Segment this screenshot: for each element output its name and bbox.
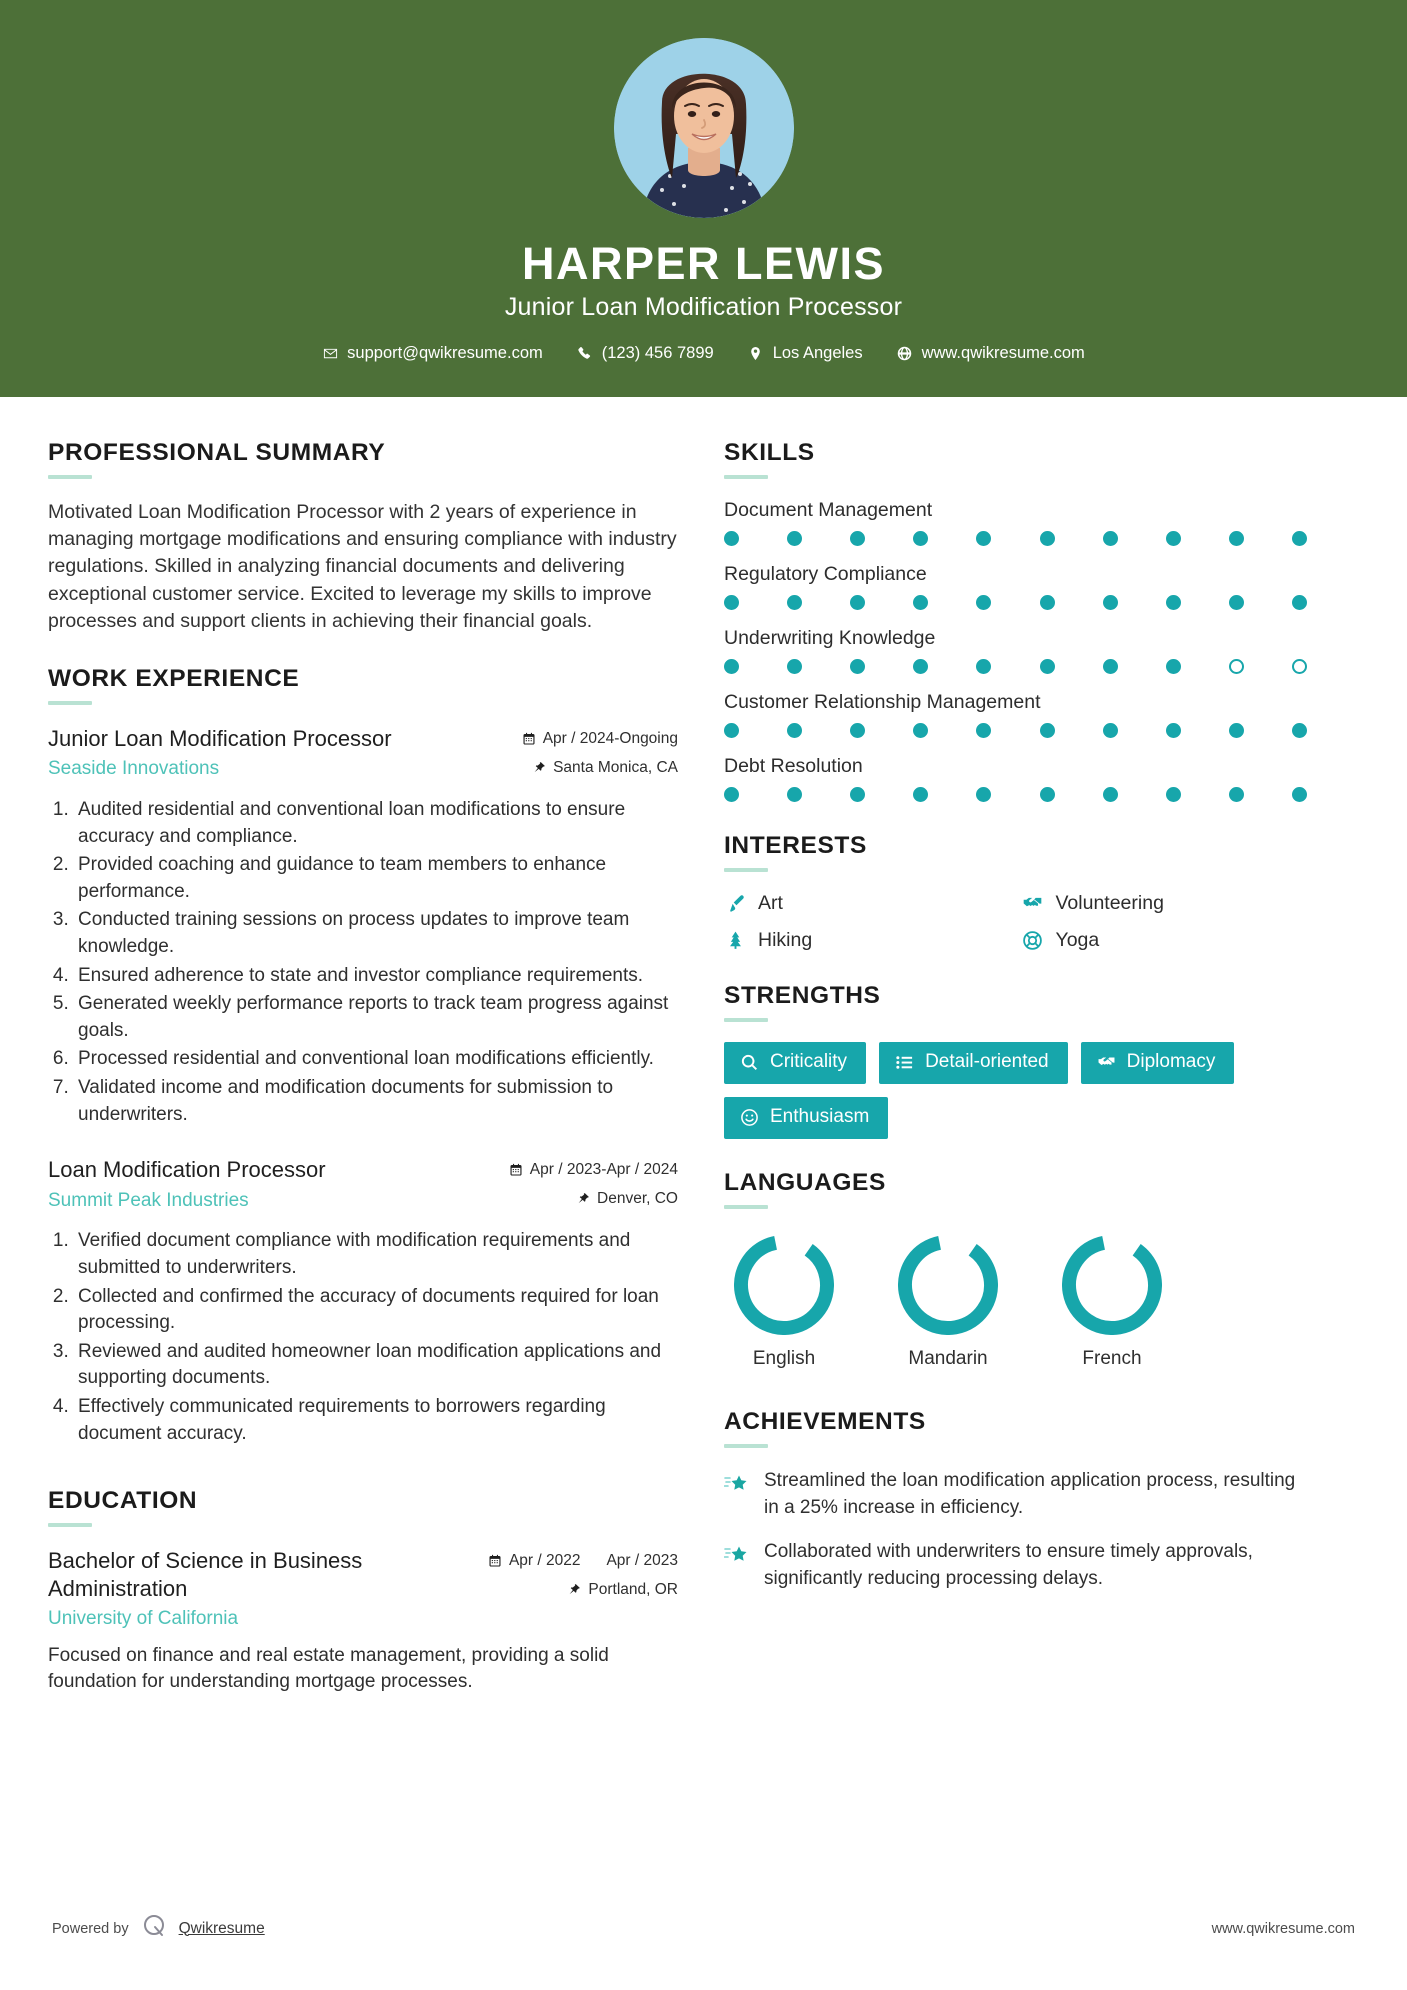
education-date-start: Apr / 2022 bbox=[508, 1552, 581, 1570]
skill-item bbox=[724, 627, 1309, 674]
skill-dot-filled bbox=[976, 531, 991, 546]
skill-item bbox=[724, 755, 1309, 802]
strength-label: Enthusiasm bbox=[770, 1106, 870, 1128]
section-title-interests: INTERESTS bbox=[724, 832, 867, 860]
section-interests bbox=[724, 832, 1309, 952]
contact-row bbox=[0, 344, 1407, 363]
section-strengths bbox=[724, 982, 1309, 1139]
skill-dot-filled bbox=[1292, 723, 1307, 738]
phone-icon bbox=[577, 346, 593, 362]
skills-list bbox=[724, 499, 1309, 802]
contact-location[interactable] bbox=[731, 344, 880, 363]
skill-dot-filled bbox=[724, 659, 739, 674]
avatar bbox=[614, 38, 794, 218]
contact-phone-text: (123) 456 7899 bbox=[601, 344, 714, 363]
work-role: Junior Loan Modification Processor bbox=[48, 725, 392, 751]
section-languages bbox=[724, 1169, 1309, 1370]
page-title: HARPER LEWIS bbox=[521, 238, 885, 289]
skill-dot-filled bbox=[850, 531, 865, 546]
powered-by bbox=[52, 1913, 265, 1944]
handshake-icon bbox=[1097, 1053, 1116, 1072]
professional-summary-text: Motivated Loan Modification Processor with 2 years of experience in managing mortgage modifications and ensuring compliance with industry regulations. Skilled in analyzing financial documents and delivering exceptional customer service. Excited to leverage my skills to improve processes and support clients in achieving their financial goals. bbox=[48, 501, 677, 632]
interest-item bbox=[1022, 892, 1310, 915]
skill-dot-filled bbox=[913, 659, 928, 674]
interest-item bbox=[724, 929, 1012, 952]
skill-item bbox=[724, 563, 1309, 610]
strength-chip-criticality[interactable] bbox=[724, 1042, 866, 1084]
work-entry bbox=[48, 725, 678, 1128]
resume-header bbox=[0, 0, 1407, 397]
education-dates bbox=[488, 1552, 678, 1570]
envelope-icon bbox=[322, 346, 338, 362]
list-item: 1. Verified document compliance with modification requirements and submitted to underwriters. bbox=[74, 1228, 678, 1281]
achievement-item bbox=[724, 1539, 1309, 1592]
section-rule bbox=[48, 475, 92, 479]
section-work-experience bbox=[48, 665, 678, 1447]
list-item: 2. Collected and confirmed the accuracy of documents required for loan processing. bbox=[74, 1284, 678, 1337]
paint-brush-icon bbox=[724, 893, 746, 915]
skill-dot-filled bbox=[787, 723, 802, 738]
skill-dot-filled bbox=[1292, 595, 1307, 610]
work-location bbox=[522, 759, 678, 777]
resume-body bbox=[0, 397, 1407, 1726]
skill-dot-filled bbox=[976, 595, 991, 610]
skill-dot-filled bbox=[787, 659, 802, 674]
section-rule bbox=[724, 868, 768, 872]
skill-dot-filled bbox=[1166, 595, 1181, 610]
list-item: 4. Effectively communicated requirements to borrowers regarding document accuracy. bbox=[74, 1394, 678, 1447]
skill-dot-filled bbox=[1229, 787, 1244, 802]
skill-dot-filled bbox=[787, 787, 802, 802]
education-description: Focused on finance and real estate management, providing a solid foundation for understanding mortgage processes. bbox=[48, 1644, 609, 1693]
language-name: Mandarin bbox=[908, 1348, 988, 1370]
work-location bbox=[509, 1190, 678, 1208]
skill-dot-filled bbox=[1040, 531, 1055, 546]
achievement-text: Collaborated with underwriters to ensure timely approvals, significantly reducing processing delays. bbox=[764, 1541, 1253, 1589]
education-date-end: Apr / 2023 bbox=[606, 1552, 678, 1570]
skill-dot-filled bbox=[1103, 787, 1118, 802]
qwikresume-link[interactable]: Qwikresume bbox=[178, 1919, 265, 1937]
list-item: 1. Audited residential and conventional loan modifications to ensure accuracy and compliance. bbox=[74, 797, 678, 850]
skill-dot-filled bbox=[787, 595, 802, 610]
interest-label: Yoga bbox=[1055, 929, 1100, 952]
skill-dot-filled bbox=[1166, 531, 1181, 546]
education-entry bbox=[48, 1547, 678, 1696]
achievement-item bbox=[724, 1468, 1309, 1521]
skill-dot-filled bbox=[976, 723, 991, 738]
skill-dot-filled bbox=[1040, 659, 1055, 674]
skill-name: Document Management bbox=[724, 499, 933, 522]
skill-dot-filled bbox=[1103, 595, 1118, 610]
list-item: 7. Validated income and modification documents for submission to underwriters. bbox=[74, 1075, 678, 1128]
skill-name: Debt Resolution bbox=[724, 755, 863, 778]
interests-grid bbox=[724, 892, 1309, 952]
skill-dot-filled bbox=[1292, 531, 1307, 546]
language-progress-ring bbox=[1062, 1235, 1162, 1335]
section-rule bbox=[724, 1018, 768, 1022]
work-dates-text: Apr / 2024-Ongoing bbox=[542, 729, 678, 747]
skill-item bbox=[724, 691, 1309, 738]
languages-list bbox=[724, 1229, 1309, 1370]
work-role: Loan Modification Processor bbox=[48, 1157, 326, 1183]
list-item: 3. Reviewed and audited homeowner loan modification applications and supporting documents. bbox=[74, 1339, 678, 1392]
section-skills bbox=[724, 439, 1309, 802]
calendar-icon bbox=[488, 1554, 502, 1568]
skill-dot-filled bbox=[1103, 723, 1118, 738]
education-location-text: Portland, OR bbox=[588, 1580, 678, 1598]
section-achievements bbox=[724, 1408, 1309, 1592]
footer-url: www.qwikresume.com bbox=[1211, 1920, 1355, 1937]
life-ring-icon bbox=[1022, 930, 1044, 952]
shooting-star-icon bbox=[724, 1539, 750, 1565]
skill-dot-filled bbox=[1292, 787, 1307, 802]
work-dates bbox=[522, 730, 678, 748]
section-title-work-experience: WORK EXPERIENCE bbox=[48, 664, 300, 692]
skill-item bbox=[724, 499, 1309, 546]
list-icon bbox=[895, 1053, 914, 1072]
skill-dot-filled bbox=[724, 787, 739, 802]
skill-dot-filled bbox=[850, 723, 865, 738]
language-name: English bbox=[752, 1348, 816, 1370]
education-location bbox=[488, 1581, 678, 1599]
contact-phone[interactable] bbox=[560, 344, 731, 363]
strength-label: Diplomacy bbox=[1126, 1051, 1216, 1073]
skill-dot-empty bbox=[1229, 659, 1244, 674]
list-item: 3. Conducted training sessions on process updates to improve team knowledge. bbox=[74, 907, 678, 960]
work-dates bbox=[509, 1161, 678, 1179]
section-rule bbox=[724, 475, 768, 479]
calendar-icon bbox=[509, 1163, 523, 1177]
skill-dot-empty bbox=[1292, 659, 1307, 674]
language-item bbox=[888, 1235, 1008, 1370]
skill-dot-filled bbox=[1229, 723, 1244, 738]
skill-dot-filled bbox=[1040, 595, 1055, 610]
skill-dot-filled bbox=[1229, 595, 1244, 610]
pin-icon bbox=[532, 761, 546, 775]
skill-rating bbox=[724, 659, 1309, 674]
skill-dot-filled bbox=[1103, 531, 1118, 546]
skill-dot-filled bbox=[1103, 659, 1118, 674]
language-item bbox=[1052, 1235, 1172, 1370]
section-title-strengths: STRENGTHS bbox=[724, 982, 881, 1010]
interest-item bbox=[724, 892, 1012, 915]
footer bbox=[0, 1913, 1407, 1944]
list-item: 4. Ensured adherence to state and investor compliance requirements. bbox=[74, 963, 678, 990]
skill-name: Customer Relationship Management bbox=[724, 691, 1041, 714]
left-column bbox=[48, 439, 678, 1726]
section-title-languages: LANGUAGES bbox=[724, 1169, 886, 1197]
skill-dot-filled bbox=[850, 659, 865, 674]
interest-label: Art bbox=[758, 892, 783, 915]
section-title-professional-summary: PROFESSIONAL SUMMARY bbox=[48, 439, 386, 467]
language-item bbox=[724, 1235, 844, 1370]
list-item: 5. Generated weekly performance reports to track team progress against goals. bbox=[74, 991, 678, 1044]
skill-dot-filled bbox=[1229, 531, 1244, 546]
work-bullets bbox=[48, 797, 678, 1128]
skill-dot-filled bbox=[1166, 659, 1181, 674]
skill-dot-filled bbox=[976, 787, 991, 802]
contact-location-text: Los Angeles bbox=[772, 344, 863, 363]
achievement-text: Streamlined the loan modification application process, resulting in a 25% increase in efficiency. bbox=[764, 1470, 1296, 1518]
skill-dot-filled bbox=[724, 531, 739, 546]
map-pin-icon bbox=[748, 346, 764, 362]
skill-dot-filled bbox=[913, 723, 928, 738]
qwikresume-logo-icon bbox=[141, 1913, 167, 1944]
skill-dot-filled bbox=[724, 595, 739, 610]
section-education bbox=[48, 1487, 678, 1696]
section-rule bbox=[724, 1444, 768, 1448]
strengths-list bbox=[724, 1042, 1309, 1139]
smile-icon bbox=[740, 1108, 759, 1127]
work-entry bbox=[48, 1156, 678, 1447]
strength-chip-diplomacy[interactable] bbox=[1081, 1042, 1235, 1084]
strength-label: Criticality bbox=[770, 1051, 848, 1073]
language-progress-ring bbox=[734, 1235, 834, 1335]
skill-dot-filled bbox=[724, 723, 739, 738]
contact-website[interactable] bbox=[880, 344, 1102, 363]
contact-email[interactable] bbox=[305, 344, 560, 363]
section-rule bbox=[48, 1523, 92, 1527]
language-progress-ring bbox=[898, 1235, 998, 1335]
powered-by-label: Powered by bbox=[52, 1920, 129, 1937]
job-title: Junior Loan Modification Processor bbox=[504, 293, 903, 322]
skill-rating bbox=[724, 723, 1309, 738]
work-organization[interactable]: Summit Peak Industries bbox=[48, 1189, 249, 1211]
pin-icon bbox=[576, 1192, 590, 1206]
contact-email-text: support@qwikresume.com bbox=[347, 344, 543, 363]
language-name: French bbox=[1082, 1348, 1142, 1370]
calendar-icon bbox=[522, 732, 536, 746]
skill-dot-filled bbox=[1040, 787, 1055, 802]
list-item: 6. Processed residential and conventional loan modifications efficiently. bbox=[74, 1046, 678, 1073]
skill-rating bbox=[724, 531, 1309, 546]
list-item: 2. Provided coaching and guidance to team members to enhance performance. bbox=[74, 852, 678, 905]
skill-dot-filled bbox=[913, 531, 928, 546]
skill-name: Underwriting Knowledge bbox=[724, 627, 936, 650]
interest-label: Volunteering bbox=[1055, 892, 1164, 915]
interest-item bbox=[1022, 929, 1310, 952]
skill-dot-filled bbox=[1166, 723, 1181, 738]
section-title-skills: SKILLS bbox=[724, 439, 815, 467]
skill-dot-filled bbox=[850, 787, 865, 802]
section-title-education: EDUCATION bbox=[48, 1487, 198, 1515]
strength-chip-detail-oriented[interactable] bbox=[879, 1042, 1068, 1084]
right-column bbox=[724, 439, 1309, 1622]
skill-dot-filled bbox=[976, 659, 991, 674]
globe-icon bbox=[897, 346, 913, 362]
section-rule bbox=[48, 701, 92, 705]
work-bullets bbox=[48, 1228, 678, 1447]
strength-chip-enthusiasm[interactable] bbox=[724, 1097, 888, 1139]
work-location-text: Denver, CO bbox=[597, 1190, 678, 1208]
skill-dot-filled bbox=[1040, 723, 1055, 738]
education-institution[interactable]: University of California bbox=[48, 1608, 239, 1630]
work-organization[interactable]: Seaside Innovations bbox=[48, 758, 220, 780]
skill-dot-filled bbox=[850, 595, 865, 610]
work-dates-text: Apr / 2023-Apr / 2024 bbox=[529, 1161, 678, 1179]
skill-dot-filled bbox=[787, 531, 802, 546]
contact-website-text: www.qwikresume.com bbox=[921, 344, 1085, 363]
tree-icon bbox=[724, 930, 746, 952]
work-location-text: Santa Monica, CA bbox=[553, 758, 678, 776]
shooting-star-icon bbox=[724, 1468, 750, 1494]
handshake-icon bbox=[1022, 893, 1044, 915]
skill-rating bbox=[724, 595, 1309, 610]
interest-label: Hiking bbox=[758, 929, 813, 952]
skill-dot-filled bbox=[913, 595, 928, 610]
skill-dot-filled bbox=[913, 787, 928, 802]
search-icon bbox=[740, 1053, 759, 1072]
skill-name: Regulatory Compliance bbox=[724, 563, 927, 586]
skill-rating bbox=[724, 787, 1309, 802]
skill-dot-filled bbox=[1166, 787, 1181, 802]
section-professional-summary bbox=[48, 439, 678, 634]
strength-label: Detail-oriented bbox=[925, 1051, 1049, 1073]
pin-icon bbox=[567, 1583, 581, 1597]
section-title-achievements: ACHIEVEMENTS bbox=[724, 1408, 926, 1436]
education-degree: Bachelor of Science in Business Administration bbox=[48, 1548, 363, 1601]
section-rule bbox=[724, 1205, 768, 1209]
